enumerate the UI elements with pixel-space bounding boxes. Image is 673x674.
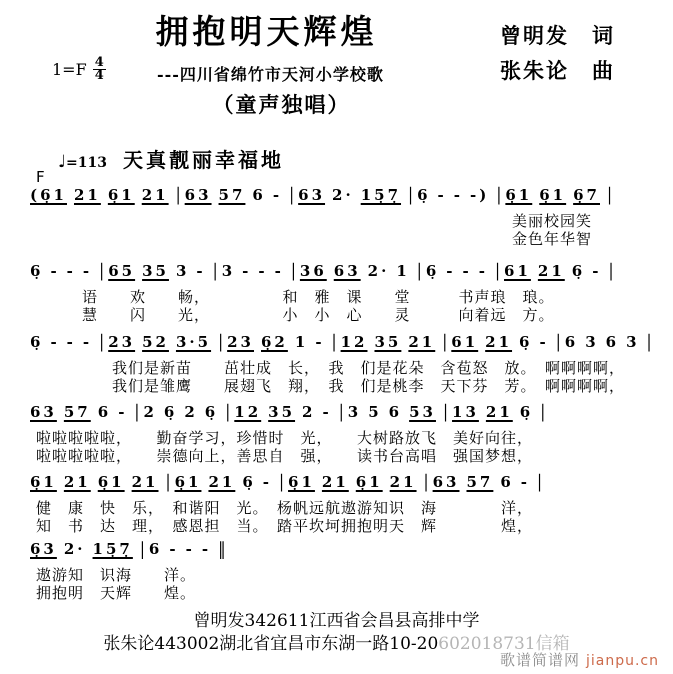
note-group: 6̣1 [107, 186, 135, 204]
barline-icon: | [165, 471, 171, 493]
note-group: 35 [142, 262, 169, 280]
note-group: (6̣1 [30, 186, 67, 204]
note-group: - [66, 262, 76, 280]
note-group: 15̣7̣ [360, 186, 402, 204]
note-group: 52 [142, 333, 169, 351]
tempo-row [58, 144, 284, 173]
note-group: 6̣ [30, 333, 44, 351]
key-and-meter [52, 57, 106, 82]
composer-address-dark: 张朱论443002湖北省宜昌市东湖一路10-20 [103, 634, 439, 654]
note-group: - [453, 186, 463, 204]
note-group: - [169, 540, 179, 558]
barline-icon: | [416, 260, 422, 282]
note-group: 6̣1 [355, 473, 383, 491]
notation-line [30, 262, 655, 287]
key-signature: 1=F [52, 60, 87, 79]
note-group: 63 [30, 403, 57, 421]
note-group: - [446, 262, 456, 280]
time-signature [93, 57, 106, 82]
barline-icon: | [408, 184, 414, 206]
lyric-line: 我们是新苗 茁壮成 长， 我 们是花朵 含苞怒 放。 啊啊啊啊， [112, 359, 626, 377]
barline-icon: | [289, 184, 295, 206]
time-signature-numerator: 4 [94, 55, 104, 70]
barline-icon: | [442, 331, 448, 353]
note-group: 12 [234, 403, 262, 421]
composer-credit: 张朱论 曲 [500, 58, 615, 83]
note-group: - [262, 473, 272, 491]
lyric-line: 拥抱明 天辉 煌。 [36, 584, 197, 602]
barline-icon: | [608, 260, 614, 282]
note-group: 57 [466, 473, 494, 491]
lyric-line: 美丽校园笑 [512, 212, 593, 230]
barline-icon: | [225, 401, 231, 423]
lyrics-block [82, 288, 655, 324]
note-group: 21 [321, 473, 349, 491]
barline-icon: | [99, 260, 105, 282]
note-group: 61 [504, 262, 531, 280]
note-group: 6̣ [571, 262, 586, 280]
barline-icon: | [290, 260, 296, 282]
barline-icon: | [139, 538, 145, 560]
note-group: 63 [184, 186, 212, 204]
lyric-line: 知 书 达 理， 感恩担 当。 踏平坎坷拥抱明天 辉 煌， [36, 517, 534, 535]
note-group: 6̣ [242, 473, 256, 491]
note-group: 6̣2 [261, 333, 288, 351]
watermark-site-name: 歌谱简谱网 [499, 651, 580, 669]
barline-icon: | [278, 471, 285, 493]
barline-icon: | [555, 331, 561, 353]
note-group: - [592, 262, 602, 280]
note-group: 2 [184, 403, 198, 421]
note-group: - [82, 333, 93, 351]
note-group: 6̣1 [539, 186, 567, 204]
lyrics-block [512, 212, 655, 248]
note-group: 3 [585, 333, 599, 351]
note-group: 6̣ [30, 262, 44, 280]
note-group: 61 [451, 333, 479, 351]
note-group: 6̣ [425, 262, 440, 280]
note-group: 57 [63, 403, 91, 421]
note-group: - [82, 262, 93, 280]
note-group: 12 [340, 333, 368, 351]
score-system [30, 540, 655, 602]
barline-icon: | [607, 184, 613, 206]
note-group: 6̣1 [288, 473, 315, 491]
barline-icon: | [218, 331, 224, 353]
performance-note: （童声独唱） [212, 92, 351, 117]
note-group: 2· [332, 186, 354, 204]
barline-icon: | [212, 260, 218, 282]
note-group: - [520, 473, 531, 491]
notation-line [30, 473, 655, 498]
lyricist-credit: 曾明发 词 [500, 23, 615, 48]
watermark [500, 649, 659, 670]
note-group: 63 [333, 262, 361, 280]
bpm-value: =113 [66, 155, 107, 171]
composer-address-light: 602018731信箱 [438, 634, 570, 654]
note-group: - [50, 333, 60, 351]
note-group: 6̣1 [505, 186, 533, 204]
quarter-note-icon: ♩ [58, 152, 67, 172]
note-group: - [437, 186, 447, 204]
note-group: 21 [485, 333, 513, 351]
note-group: - [242, 262, 252, 280]
note-group: - [66, 333, 76, 351]
lyric-line: 金色年华智 [512, 230, 593, 248]
song-subtitle: ---四川省绵竹市天河小学校歌 [157, 65, 384, 84]
note-group: 3 [175, 262, 190, 280]
note-group: 6̣1 [174, 473, 202, 491]
note-group: 21 [408, 333, 436, 351]
note-group: - [462, 262, 472, 280]
note-group: 6 [605, 333, 620, 351]
note-group: 6 [388, 403, 403, 421]
note-group: 21 [208, 473, 236, 491]
notation-line [30, 403, 655, 428]
lyric-line: 慧 闪 光， 小 小 心 灵 向着远 方。 [82, 306, 555, 324]
note-group: 6̣1 [97, 473, 125, 491]
lyricist-address: 曾明发342611江西省会昌县高排中学 [193, 611, 480, 631]
note-group: 2· [367, 262, 390, 280]
barline-icon: | [338, 401, 344, 423]
lyrics-block [36, 566, 655, 602]
score-system [30, 333, 655, 395]
lyric-line: 健 康 快 乐， 和谐阳 光。 杨帆远航遨游知识 海 洋， [36, 499, 534, 517]
credits-block [500, 18, 615, 88]
note-group: 6 [148, 540, 163, 558]
score-system [30, 186, 655, 248]
song-title: 拥抱明天辉煌 [155, 12, 378, 51]
score-system [30, 473, 655, 535]
note-group: 21 [485, 403, 513, 421]
note-group: - [258, 262, 268, 280]
note-group: 3 [626, 333, 640, 351]
barline-icon: | [442, 401, 449, 423]
note-group: - [274, 262, 284, 280]
note-group: 21 [73, 186, 101, 204]
note-group: 6̣ [417, 186, 431, 204]
note-group: 3 [221, 262, 236, 280]
note-group: 1 [294, 333, 309, 351]
score-system [30, 262, 655, 324]
note-group: - [185, 540, 195, 558]
note-group: 1 [396, 262, 410, 280]
notation-line [30, 540, 655, 565]
barline-icon: | [540, 401, 546, 423]
note-group: 23 [108, 333, 136, 351]
note-group: 13 [452, 403, 479, 421]
note-group: 35 [374, 333, 402, 351]
barline-icon: | [175, 184, 181, 206]
final-barline-icon: ‖ [218, 538, 226, 560]
note-group: - [478, 262, 488, 280]
note-group: 21 [141, 186, 169, 204]
note-group: - [50, 262, 60, 280]
note-group: 6̣ [163, 403, 178, 421]
note-group: 2· [63, 540, 86, 558]
lyric-line: 我们是雏鹰 展翅飞 翔， 我 们是桃李 天下芬 芳。 啊啊啊啊， [112, 377, 626, 395]
note-group: 21 [537, 262, 565, 280]
note-group: 63 [298, 186, 326, 204]
score-system [30, 403, 655, 465]
note-group: - [539, 333, 549, 351]
note-group: 6̣ [519, 403, 534, 421]
note-group: 53 [409, 403, 436, 421]
note-group: 3 [347, 403, 362, 421]
note-group: - [201, 540, 212, 558]
barline-icon: | [537, 471, 543, 493]
note-group: -) [469, 186, 490, 204]
note-group: 3·5 [175, 333, 212, 351]
note-group: 2 [143, 403, 157, 421]
note-group: 6̣3 [30, 540, 57, 558]
note-group: 65 [108, 262, 136, 280]
note-group: 21 [131, 473, 159, 491]
note-group: 36 [299, 262, 327, 280]
lyrics-block [36, 499, 655, 535]
note-group: 21 [389, 473, 417, 491]
barline-icon: | [496, 184, 502, 206]
note-group: 6̣7 [573, 186, 600, 204]
notation-line [30, 333, 655, 358]
lyrics-block [36, 429, 655, 465]
note-group: 6 [564, 333, 579, 351]
chord-symbol: F [36, 168, 45, 186]
watermark-link[interactable]: jianpu.cn [585, 653, 659, 669]
barline-icon: | [331, 331, 337, 353]
note-group: - [118, 403, 128, 421]
note-group: 6̣ [204, 403, 219, 421]
note-group: 6̣ [519, 333, 533, 351]
note-group: - [272, 186, 283, 204]
note-group: 15̣7̣ [92, 540, 133, 558]
barline-icon: | [134, 401, 140, 423]
barline-icon: | [494, 260, 501, 282]
tempo-marking [58, 152, 107, 172]
notation-line [30, 186, 655, 211]
note-group: 35 [268, 403, 296, 421]
note-group: 5 [368, 403, 382, 421]
barline-icon: | [646, 331, 652, 353]
lyrics-block [112, 359, 655, 395]
note-group: - [315, 333, 325, 351]
note-group: - [196, 262, 206, 280]
note-group: 57 [218, 186, 246, 204]
note-group: - [322, 403, 332, 421]
note-group: 63 [432, 473, 460, 491]
note-group: 6 [97, 403, 112, 421]
note-group: 6̣1 [30, 473, 57, 491]
time-signature-denominator: 4 [94, 68, 104, 83]
barline-icon: | [99, 331, 105, 353]
note-group: 6 [252, 186, 266, 204]
lyric-line: 语 欢 畅， 和 雅 课 堂 书声琅 琅。 [82, 288, 555, 306]
note-group: 6 [500, 473, 514, 491]
lyric-line: 啦啦啦啦啦， 崇德向上，善思自 强， 读书台高唱 强国梦想， [36, 447, 534, 465]
note-group: 23 [227, 333, 254, 351]
barline-icon: | [423, 471, 429, 493]
lyric-line: 啦啦啦啦啦， 勤奋学习，珍惜时 光， 大树路放飞 美好向往， [36, 429, 534, 447]
lyric-line: 遨游知 识海 洋。 [36, 566, 197, 584]
note-group: 21 [63, 473, 91, 491]
expression-text: 天真靓丽幸福地 [123, 148, 284, 172]
note-group: 2 [302, 403, 316, 421]
